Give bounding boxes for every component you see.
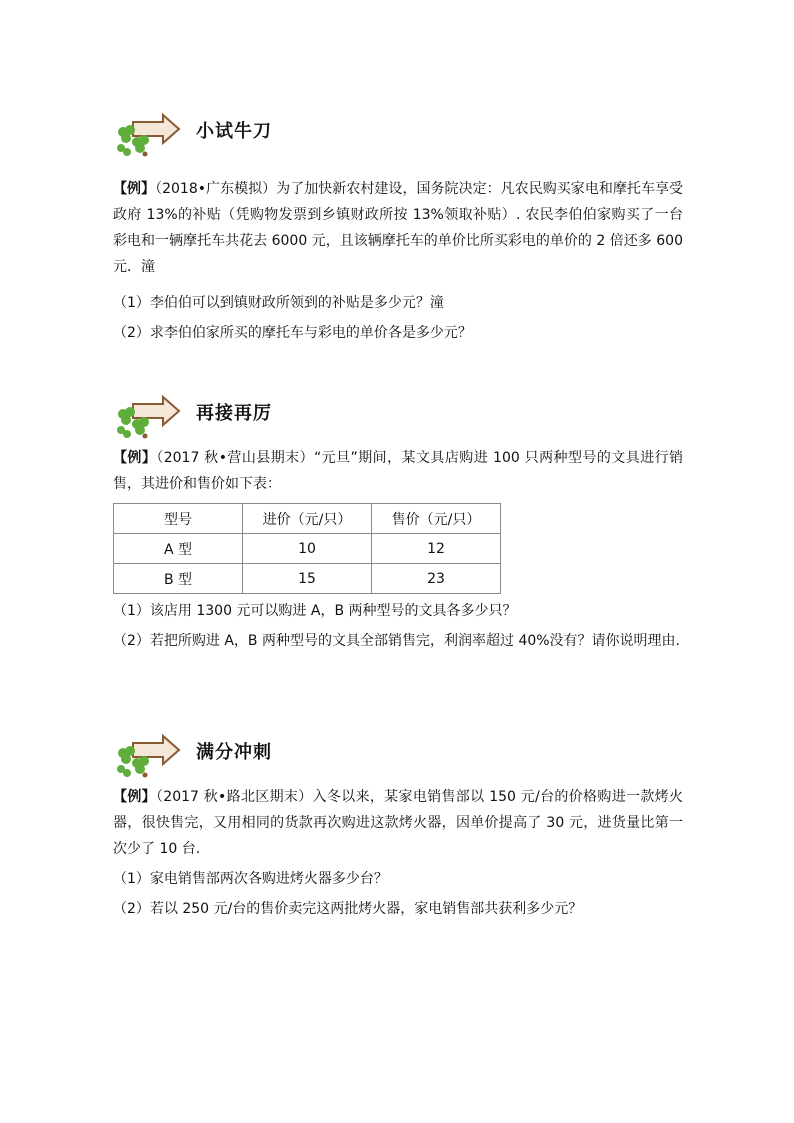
- arrow-clover-icon: [113, 392, 185, 442]
- table-header-cell: 售价（元/只）: [372, 504, 501, 534]
- section-3: [113, 731, 683, 924]
- table-cell: 15: [243, 564, 372, 594]
- table-cell: B 型: [114, 564, 243, 594]
- section-heading: [113, 392, 683, 442]
- table-header-row: [114, 504, 501, 534]
- question-2: （2）求李伯伯家所买的摩托车与彩电的单价各是多少元？: [113, 325, 472, 341]
- question-1: （1）该店用 1300 元可以购进 A，B 两种型号的文具各多少只？: [113, 603, 517, 619]
- question-2: （2）若把所购进 A，B 两种型号的文具全部销售完，利润率超过 40%没有？请你说明理由.: [113, 633, 681, 649]
- section-2: [113, 392, 683, 654]
- question-1: （1）李伯伯可以到镇财政所领到的补贴是多少元？潼: [113, 295, 444, 311]
- table-cell: A 型: [114, 534, 243, 564]
- example-tag: 【例】: [113, 181, 156, 197]
- section-1: [113, 110, 683, 348]
- table-row: [114, 564, 501, 594]
- example-text: [113, 445, 683, 497]
- example-text: [113, 784, 683, 862]
- section-title: 小试牛刀: [196, 121, 272, 142]
- example-body: （2017 秋•路北区期末）入冬以来，某家电销售部以 150 元/台的价格购进一款烤火器，很快售完，又用相同的货款再次购进这款烤火器，因单价提高了 30 元，进货量比第一次少了 10 台.: [113, 789, 683, 857]
- table-cell: 12: [372, 534, 501, 564]
- section-heading: [113, 110, 683, 160]
- example-tag: 【例】: [113, 450, 157, 466]
- example-body: （2018•广东模拟）为了加快新农村建设，国务院决定：凡农民购买家电和摩托车享受政府 13%的补贴（凭购物发票到乡镇财政所按 13%领取补贴）. 农民李伯伯家购买了一台彩电和一辆摩托车共花去 6000 元，且该辆摩托车的单价比所买彩电的单价的 2 倍还多 600 元．潼: [113, 181, 684, 275]
- price-table: [113, 503, 501, 594]
- table-row: [114, 534, 501, 564]
- question-2: （2）若以 250 元/台的售价卖完这两批烤火器，家电销售部共获利多少元？: [113, 901, 583, 917]
- table-cell: 10: [243, 534, 372, 564]
- section-title: 满分冲刺: [196, 742, 272, 763]
- table-header-cell: 型号: [114, 504, 243, 534]
- table-header-cell: 进价（元/只）: [243, 504, 372, 534]
- arrow-clover-icon: [113, 731, 185, 781]
- arrow-clover-icon: [113, 110, 185, 160]
- section-heading: [113, 731, 683, 781]
- section-title: 再接再厉: [196, 403, 272, 424]
- example-text: [113, 176, 683, 280]
- table-cell: 23: [372, 564, 501, 594]
- example-body: （2017 秋•营山县期末）“元旦”期间，某文具店购进 100 只两种型号的文具进行销售，其进价和售价如下表：: [113, 450, 684, 492]
- question-1: （1）家电销售部两次各购进烤火器多少台？: [113, 871, 388, 887]
- example-tag: 【例】: [113, 789, 156, 805]
